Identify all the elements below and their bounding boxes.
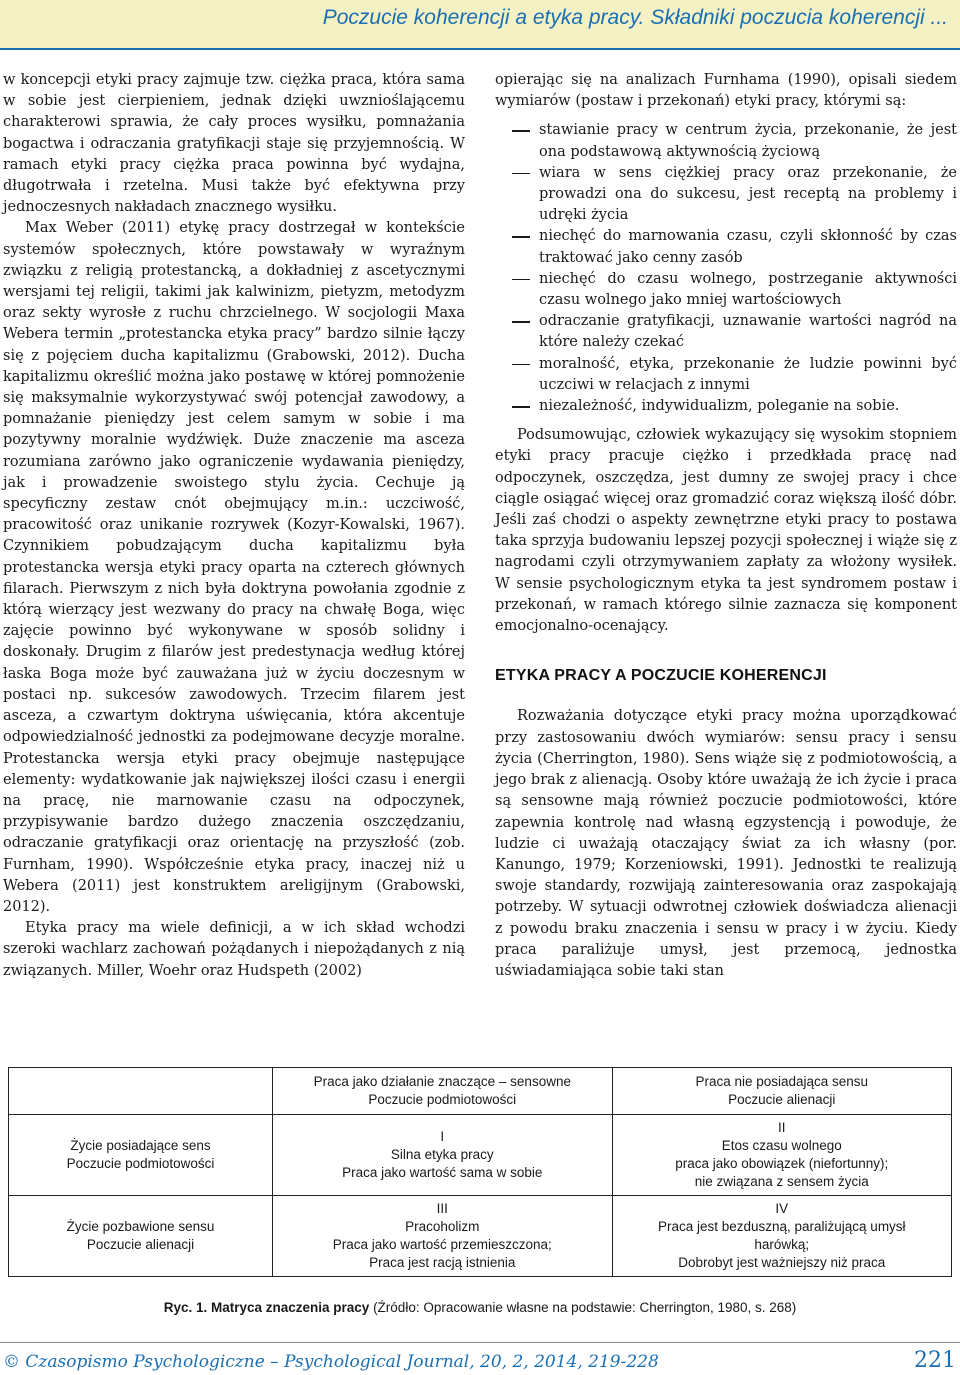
cell-line: Etos czasu wolnego (721, 1138, 842, 1153)
list-item: niezależność, indywidualizm, poleganie na sobie. (539, 396, 957, 417)
list-item: odraczanie gratyfikacji, uznawanie wartości nagród na które należy czekać (539, 311, 957, 353)
matrix-row-header (9, 1115, 273, 1196)
left-column (3, 70, 465, 982)
caption-source: (Źródło: Opracowanie własne na podstawie: Cherrington, 1980, s. 268) (369, 1300, 797, 1315)
matrix-row-header (9, 1196, 273, 1277)
cell-line: III (436, 1201, 448, 1216)
cell-line: Praca jako działanie znaczące – sensowne (313, 1074, 571, 1089)
matrix-row (9, 1196, 952, 1277)
matrix-cell (273, 1115, 612, 1196)
cell-line: II (777, 1120, 786, 1135)
list-item: niechęć do marnowania czasu, czyli skłonność by czas traktować jako cenny zasób (539, 226, 957, 268)
cell-line: Praca jest bezduszną, paraliżującą umysł (657, 1219, 906, 1234)
figure-caption (0, 1300, 960, 1315)
footer-rule (0, 1342, 960, 1343)
cell-line: IV (775, 1201, 789, 1216)
cell-line: Praca jest racją istnienia (369, 1255, 516, 1270)
matrix-cell (273, 1196, 612, 1277)
list-item: wiara w sens ciężkiej pracy oraz przekonanie, że prowadzi ona do sukcesu, jest receptą na problemy i udręki życia (539, 163, 957, 227)
journal-citation: © Czasopismo Psychologiczne – Psychological Journal, 20, 2, 2014, 219-228 (3, 1352, 659, 1372)
list-item: moralność, etyka, przekonanie że ludzie powinni być uczciwi w relacjach z innymi (539, 354, 957, 396)
matrix-col-header (612, 1068, 952, 1115)
matrix-corner-cell (9, 1068, 273, 1115)
page-number: 221 (914, 1348, 956, 1373)
matrix-cell (612, 1196, 952, 1277)
paragraph: Podsumowując, człowiek wykazujący się wysokim stopniem etyki pracy pracuje ciężko i przedkłada pracę nad odpoczynek, oszczędza, jest dumny ze swojej pracy i chce ciągle osiągać więcej oraz gromadzić coraz większą ilość dóbr. Jeśli zaś chodzi o aspekty zewnętrzne etyki pracy to postawa taka sprzyja budowaniu lepszej pozycji społecznej i wiąże się z nagrodami czyli otrzymywaniem zapłaty za włożony wysiłek. W sensie psychologicznym etyka ta jest syndromem postaw i przekonań, w ramach którego silnie zaznacza się komponent emocjonalno-ocenający. (495, 427, 957, 635)
cell-line: Poczucie alienacji (86, 1237, 195, 1252)
cell-line: praca jako obowiązek (niefortunny); (675, 1156, 889, 1171)
section-heading: ETYKA PRACY A POCZUCIE KOHERENCJI (495, 667, 827, 685)
right-column (495, 70, 957, 982)
cell-line: nie związana z sensem życia (694, 1174, 869, 1189)
caption-label: Ryc. 1. Matryca znaczenia pracy (163, 1300, 370, 1315)
cell-line: Dobrobyt jest ważniejszy niż praca (678, 1255, 886, 1270)
paragraph: Max Weber (2011) etykę pracy dostrzegał w kontekście systemów społecznych, które powstawały w wyraźnym związku z religią protestancką, a dokładniej z ascetycznymi wersjami tej religii, takimi jak kalwinizm, pietyzm, metodyzm oraz sekty wyrosłe z ruchu chrzcielnego. W socjologii Maxa Webera termin „protestancka etyka pracy” bardzo silnie łączy się z pojęciem ducha kapitalizmu (Grabowski, 2012). Ducha kapitalizmu określić można jako postawę w której pomnożenie się maksymalnie wykorzystywać swój potencjał zawodowy, a pomnażanie pieniędzy jest celem samym w sobie i ma pozytywny moralnie wydźwięk. Duże znaczenie ma asceza rozumiana zarówno jako ograniczenie wydawania pieniędzy, jak i prowadzenie swoistego stylu życia. Cechuje ją specyficzny zestaw cnót obejmujący m.in.: uczciwość, pracowitość oraz unikanie rozrywek (Kozyr-Kowalski, 1967). Czynnikiem pobudzającym ducha kapitalizmu była protestancka wersja etyki pracy oparta na czterech głównych filarach. Pierwszym z nich była doktryna powołania zgodnie z którą wierzący jest wezwany do pracy na chwałę Boga, więc zajęcie powinno być wykonywane w sposób solidny i doskonały. Drugim z filarów jest predestynacja według której łaska Boga może być zauważana już w życiu doczesnym w postaci np. sukcesów zawodowych. Trzecim filarem jest asceza, a czwartym doktryna uświęcania, która akcentuje odpowiedzialność jednostki za podejmowane decyzje moralne. Protestancka wersja etyki pracy obejmuje następujące elementy: wydatkowanie jak największej ilości czasu i energii na pracę, nie marnowanie czasu na odpoczynek, przypisywanie bardzo dużego znaczenia oszczędzaniu, odraczanie gratyfikacji oraz orientację na przyszłość (zob. Furnham, 1990). Współcześnie etyka pracy, inaczej niż u Webera (2011) jest konstruktem areligijnym (Grabowski, 2012). (3, 220, 465, 915)
cell-line: Poczucie podmiotowości (368, 1092, 517, 1107)
cell-line: Poczucie alienacji (728, 1092, 836, 1107)
cell-line: Pracoholizm (405, 1219, 480, 1234)
paragraph: w koncepcji etyki pracy zajmuje tzw. ciężka praca, która sama w sobie jest cierpieniem, jednak dzięki uwznioślającemu charakterowi sprawia, że cały proces wysiłku, pomnażania bogactwa i odraczania gratyfikacji staje się przyjemnością. W ramach etyki pracy ciężka praca powinna być wydajna, długotrwała i rzetelna. Musi także być efektywna przy jednoczesnych nakładach znacznego wysiłku. (3, 72, 465, 216)
dimension-list (495, 120, 957, 417)
matrix-col-header (273, 1068, 612, 1115)
cell-line: harówką; (754, 1237, 810, 1252)
work-meaning-matrix (8, 1067, 952, 1277)
matrix-header-row (9, 1068, 952, 1115)
cell-line: Praca jako wartość sama w sobie (342, 1165, 543, 1180)
cell-line: Poczucie podmiotowości (66, 1156, 215, 1171)
matrix-cell (612, 1115, 952, 1196)
list-item: niechęć do czasu wolnego, postrzeganie aktywności czasu wolnego jako mniej wartościowych (539, 269, 957, 311)
cell-line: Praca nie posiadająca sensu (695, 1074, 869, 1089)
cell-line: Życie posiadające sens (70, 1138, 211, 1153)
matrix-row (9, 1115, 952, 1196)
running-head: Poczucie koherencji a etyka pracy. Składniki poczucia koherencji ... (322, 6, 948, 29)
cell-line: I (440, 1129, 445, 1144)
paragraph: opierając się na analizach Furnhama (1990), opisali siedem wymiarów (postaw i przekonań) etyki pracy, którymi są: (495, 72, 957, 110)
list-item: stawianie pracy w centrum życia, przekonanie, że jest ona podstawową aktywnością życiową (539, 120, 957, 162)
cell-line: Silna etyka pracy (390, 1147, 494, 1162)
cell-line: Życie pozbawione sensu (66, 1219, 215, 1234)
header-rule (0, 48, 960, 50)
paragraph: Rozważania dotyczące etyki pracy można uporządkować przy zastosowaniu dwóch wymiarów: sensu pracy i sensu życia (Cherrington, 1980). Sens wiąże się z podmiotowością, a jego brak z alienacją. Osoby które uważają że ich życie i praca są sensowne mają również poczucie podmiotowości, które zapewnia kontrolę nad własną egzystencją i powoduje, że ludzie ci uważają otaczający świat za ich własny (por. Kanungo, 1979; Korzeniowski, 1991). Jednostki te realizują swoje standardy, rozwijają zainteresowania oraz zaspokajają potrzeby. W sytuacji odwrotnej człowiek doświadcza alienacji z powodu braku znaczenia i sensu w pracy i w życiu. Kiedy praca paraliżuje umysł, jest przemocą, jednostka uświadamiająca sobie taki stan (495, 708, 957, 979)
paragraph: Etyka pracy ma wiele definicji, a w ich skład wchodzi szeroki wachlarz zachowań pożądanych i niepożądanych z nią związanych. Miller, Woehr oraz Hudspeth (2002) (3, 920, 465, 979)
cell-line: Praca jako wartość przemieszczona; (332, 1237, 552, 1252)
